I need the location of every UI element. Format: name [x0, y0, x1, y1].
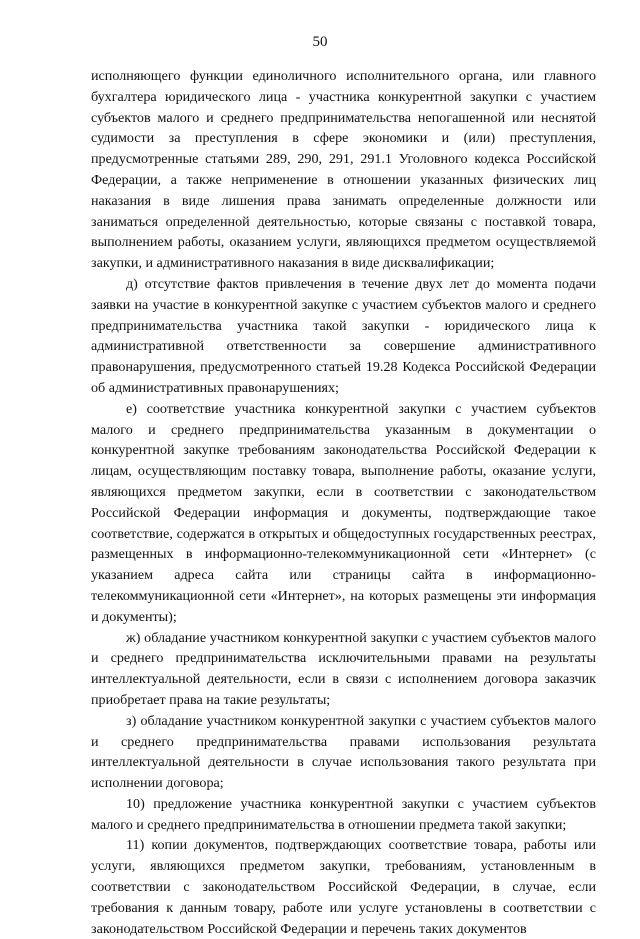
paragraph-item-e: е) соответствие участника конкурентной закупки с участием субъектов малого и среднего предпринимательства указанным в документации о конкурентной закупке требованиям законодательства Российской Федерации к лицам, осуществляющим поставку товара, выполнение работы, оказание услуги, являющихся предметом закупки, если в соответствии с законодательством Российской Федерации информация и документы, подтверждающие такое соответствие, содержатся в открытых и общедоступных государственных реестрах, размещенных в информационно-телекоммуникационной сети «Интернет» (с указанием адреса сайта или страницы сайта в информационно-телекоммуникационной сети «Интернет», на которых размещены эти информация и документы);	[91, 400, 596, 625]
paragraph-item-zh: ж) обладание участником конкурентной закупки с участием субъектов малого и среднего предпринимательства исключительными правами на результаты интеллектуальной деятельности, если в связи с исполнением договора заказчик приобретает права на такие результаты;	[91, 629, 596, 708]
paragraph-item-z: з) обладание участником конкурентной закупки с участием субъектов малого и среднего предпринимательства правами использования результата интеллектуальной деятельности в случае использования такого результата при исполнении договора;	[91, 712, 596, 792]
paragraph-item-d: д) отсутствие фактов привлечения в течение двух лет до момента подачи заявки на участие в конкурентной закупке с участием субъектов малого и среднего предпринимательства участника такой закупки - юридического лица к административной ответственности за совершение административного правонарушения, предусмотренного статьей 19.28 Кодекса Российской Федерации об административных правонарушениях;	[91, 275, 596, 396]
paragraph-item-10: 10) предложение участника конкурентной закупки с участием субъектов малого и среднего предпринимательства в отношении предмета такой закупки;	[91, 795, 596, 833]
paragraph-item-11: 11) копии документов, подтверждающих соответствие товара, работы или услуги, являющихся предметом закупки, требованиям, установленным в соответствии с законодательством Российской Федерации, в случае, если требования к данным товару, работе или услуге установлены в соответствии с законодательством Российской Федерации и перечень таких документов	[91, 837, 596, 937]
page-number: 50	[312, 34, 328, 50]
paragraph-continuation: исполняющего функции единоличного исполнительного органа, или главного бухгалтера юридического лица - участника конкурентной закупки с участием субъектов малого и среднего предпринимательства непогашенной или неснятой судимости за преступления в сфере экономики и (или) преступления, предусмотренные статьями 289, 290, 291, 291.1 Уголовного кодекса Российской Федерации, а также неприменение в отношении указанных физических лиц наказания в виде лишения права занимать определенные должности или заниматься определенной деятельностью, которые связаны с поставкой товара, выполнением работы, оказанием услуги, являющихся предметом осуществляемой закупки, и административного наказания в виде дисквалификации;	[91, 68, 596, 272]
document-body	[91, 66, 596, 939]
